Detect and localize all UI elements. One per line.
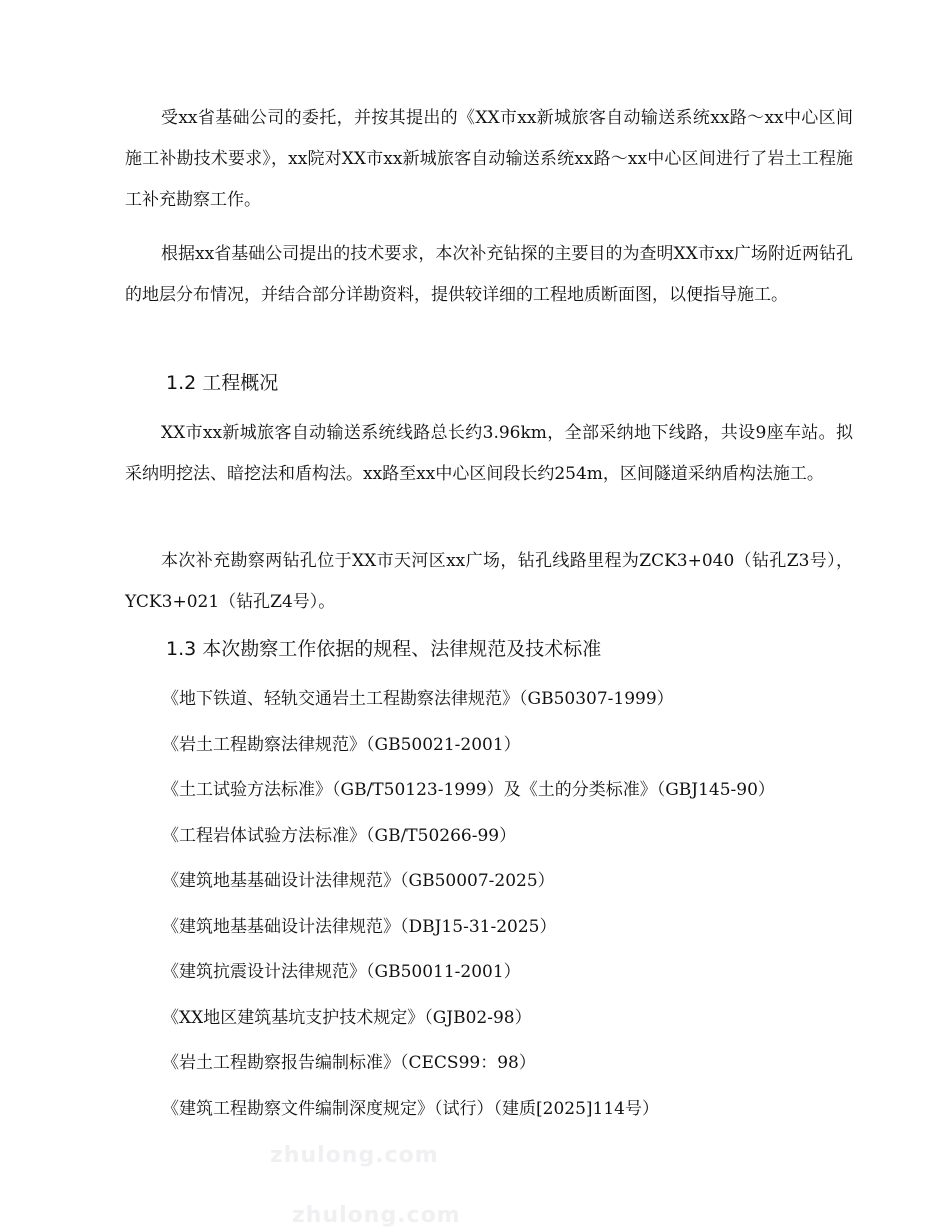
standard-item: 《建筑地基基础设计法律规范》（DBJ15-31-2025） <box>162 916 557 937</box>
section-heading-1-3: 1.3 本次勘察工作依据的规程、法律规范及技术标准 <box>166 638 602 660</box>
paragraph-commission: 受xx省基础公司的委托，并按其提出的《XX市xx新城旅客自动输送系统xx路～xx中心区间施工补勘技术要求》，xx院对XX市xx新城旅客自动输送系统xx路～xx中心区间进行了岩土工程施工补充勘察工作。 <box>125 108 853 210</box>
standard-item: 《工程岩体试验方法标准》（GB/T50266-99） <box>162 825 517 846</box>
paragraph-purpose: 根据xx省基础公司提出的技术要求，本次补充钻探的主要目的为查明XX市xx广场附近两钻孔的地层分布情况，并结合部分详勘资料，提供较详细的工程地质断面图，以便指导施工。 <box>125 244 853 305</box>
watermark-text: zhulong.com <box>270 1143 439 1168</box>
standard-item: 《土工试验方法标准》（GB/T50123-1999）及《土的分类标准》（GBJ145-90） <box>162 780 775 800</box>
standard-item: 《XX地区建筑基坑支护技术规定》（GJB02-98） <box>162 1007 532 1028</box>
section-heading-1-2: 1.2 工程概况 <box>166 372 279 394</box>
standard-item: 《建筑工程勘察文件编制深度规定》（试行）（建质[2025]114号） <box>162 1098 659 1119</box>
watermark-text: zhulong.com <box>292 1203 461 1228</box>
paragraph-project-overview: XX市xx新城旅客自动输送系统线路总长约3.96km，全部采纳地下线路，共设9座车站。拟采纳明挖法、暗挖法和盾构法。xx路至xx中心区间段长约254m，区间隧道采纳盾构法施工。 <box>125 423 853 484</box>
standard-item: 《地下铁道、轻轨交通岩土工程勘察法律规范》（GB50307-1999） <box>162 689 674 709</box>
standard-item: 《岩土工程勘察报告编制标准》（CECS99：98） <box>162 1053 536 1073</box>
standard-item: 《岩土工程勘察法律规范》（GB50021-2001） <box>162 734 521 755</box>
standards-list <box>162 684 775 1139</box>
paragraph-borehole-location: 本次补充勘察两钻孔位于XX市天河区xx广场，钻孔线路里程为ZCK3+040（钻孔Z3号），YCK3+021（钻孔Z4号）。 <box>125 551 853 612</box>
standard-item: 《建筑地基基础设计法律规范》（GB50007-2025） <box>162 871 555 891</box>
standard-item: 《建筑抗震设计法律规范》（GB50011-2001） <box>162 962 521 982</box>
